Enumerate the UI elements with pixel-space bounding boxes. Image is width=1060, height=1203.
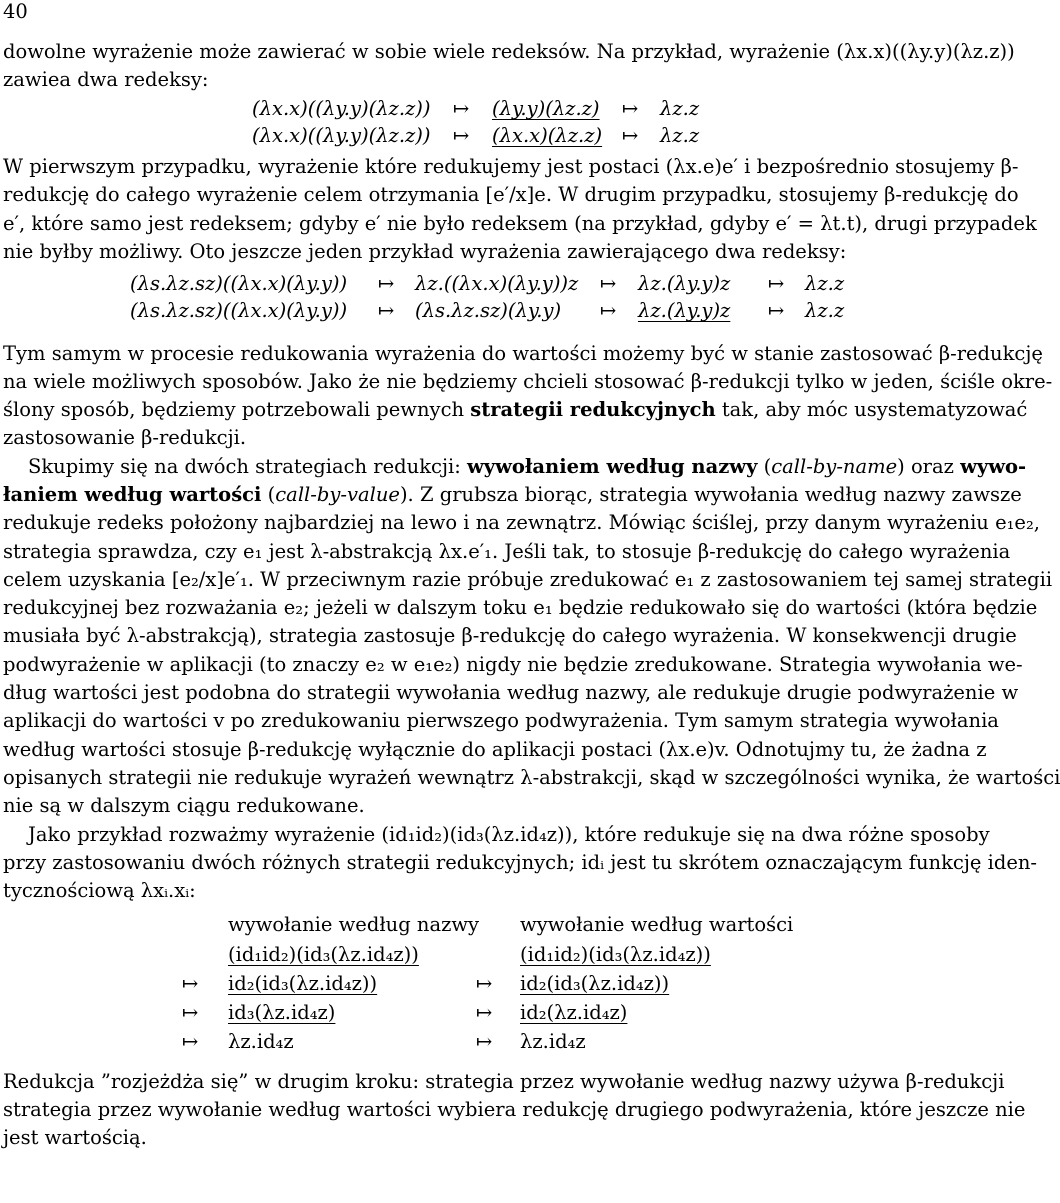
para4-line-2: przy zastosowaniu dwóch różnych strategii redukcyjnych; idᵢ jest tu skrótem oznaczającym funkcję iden- [3, 851, 1038, 874]
ex1-row1-c: λz.z [660, 97, 700, 120]
para3-line-12: opisanych strategii nie redukuje wyrażeń wewnątrz λ-abstrakcji, skąd w szczególności wynika, że wartości [3, 766, 1060, 789]
para5-line-4: jest wartością. [3, 1126, 147, 1149]
para3-line-9: dług wartości jest podobna do strategii wywołania według nazwy, ale redukuje drugie podwyrażenie w [3, 681, 1019, 704]
ex1-row1-b: (λy.y)(λz.z) [492, 97, 600, 120]
para3-l1a: Skupimy się na dwóch strategiach redukcji: [28, 455, 467, 478]
right-row1-expr-text: (id₁id₂)(id₃(λz.id₄z)) [520, 943, 711, 966]
para4-line-3: tycznościową λxᵢ.xᵢ: [3, 879, 196, 902]
ex2-row1-arrow1: ↦ [378, 272, 395, 295]
ex2-row2-c: λz.(λy.y)z [638, 299, 731, 322]
term-call-by-name: wywołaniem według nazwy [467, 455, 758, 478]
para3-l2d: ). Z grubsza biorąc, strategia wywołania według nazwy zawsze [399, 483, 1022, 506]
left-row4-expr: λz.id₄z [228, 1030, 294, 1053]
ex1-row2-c: λz.z [660, 124, 700, 147]
intro-line-1: dowolne wyrażenie może zawierać w sobie wiele redeksów. Na przykład, wyrażenie (λx.x)((λy.y)(λz.z)) [3, 40, 1015, 63]
right-row3-expr-text: id₂(λz.id₄z) [520, 1001, 628, 1024]
para4-line-1: Jako przykład rozważmy wyrażenie (id₁id₂)(id₃(λz.id₄z)), które redukuje się na dwa różne sposoby [28, 823, 990, 846]
left-row4-arrow: ↦ [182, 1030, 199, 1053]
para3-line-6: redukcyjnej bez rozważania e₂; jeżeli w dalszym toku e₁ będzie redukowało się do wartości (która będzie [3, 596, 1038, 619]
term-call-by-value-start: wywo- [960, 455, 1027, 478]
call-by-value-label: call-by-value [275, 483, 400, 506]
left-row3-expr-text: id₃(λz.id₄z) [228, 1001, 336, 1024]
ex1-row2-arrow2: ↦ [622, 124, 639, 147]
left-row3-arrow: ↦ [182, 1001, 199, 1024]
para3-line-11: według wartości stosuje β-redukcję wyłącznie do aplikacji postaci (λx.e)v. Odnotujmy tu, że żadna z [3, 738, 987, 761]
para2-line-1: Tym samym w procesie redukowania wyrażenia do wartości możemy być w stanie zastosować β-redukcję [3, 342, 1043, 365]
ex2-row1-arrow2: ↦ [600, 272, 617, 295]
para3-l2b: ( [261, 483, 276, 506]
ex2-row1-a: (λs.λz.sz)((λx.x)(λy.y)) [130, 272, 348, 295]
ex2-row2-arrow2: ↦ [600, 299, 617, 322]
para2-line-4: zastosowanie β-redukcji. [3, 426, 247, 449]
right-row2-expr-text: id₂(id₃(λz.id₄z)) [520, 972, 670, 995]
term-call-by-value-end: łaniem według wartości [3, 483, 262, 506]
para1-line-3: e′, które samo jest redeksem; gdyby e′ nie było redeksem (na przykład, gdyby e′ = λt.t), drugi przypadek [3, 212, 1037, 235]
ex1-row2-b: (λx.x)(λz.z) [492, 124, 603, 147]
call-by-name-label: call-by-name [771, 455, 898, 478]
page-number: 40 [3, 0, 28, 23]
ex2-row2-d: λz.z [805, 299, 845, 322]
para3-l1e: ) oraz [897, 455, 961, 478]
table-right-header: wywołanie według wartości [520, 913, 794, 936]
para3-line-5: celem uzyskania [e₂/x]e′₁. W przeciwnym razie próbuje zredukować e₁ z zastosowaniem tej samej strategii [3, 568, 1053, 591]
ex2-row2-a: (λs.λz.sz)((λx.x)(λy.y)) [130, 299, 348, 322]
ex1-row2-arrow1: ↦ [453, 124, 470, 147]
left-row2-expr-text: id₂(id₃(λz.id₄z)) [228, 972, 378, 995]
right-row2-arrow: ↦ [476, 972, 493, 995]
intro-line-2: zawiea dwa redeksy: [3, 68, 209, 91]
ex1-row1-arrow2: ↦ [622, 97, 639, 120]
para2-line-2: na wiele możliwych sposobów. Jako że nie będziemy chcieli stosować β-redukcji tylko w jeden, ściśle okre- [3, 370, 1053, 393]
ex2-row2-arrow3: ↦ [768, 299, 785, 322]
para3-line-10: aplikacji do wartości v po zredukowaniu pierwszego podwyrażenia. Tym samym strategia wywołania [3, 709, 999, 732]
para3-line-4: strategia sprawdza, czy e₁ jest λ-abstrakcją λx.e′₁. Jeśli tak, to stosuje β-redukcję do całego wyrażenia [3, 540, 1011, 563]
para2-line-3-c: tak, aby móc usystematyzować [715, 398, 1028, 421]
term-reduction-strategies: strategii redukcyjnych [470, 398, 716, 421]
right-row4-arrow: ↦ [476, 1030, 493, 1053]
para3-line-8: podwyrażenie w aplikacji (to znaczy e₂ w e₁e₂) nigdy nie będzie zredukowane. Strategia wywołania we- [3, 653, 1023, 676]
para1-line-1: W pierwszym przypadku, wyrażenie które redukujemy jest postaci (λx.e)e′ i bezpośrednio stosujemy β- [3, 155, 1019, 178]
para5-line-3: strategia przez wywołanie według wartości wybiera redukcję drugiego podwyrażenia, które jeszcze nie [3, 1098, 1026, 1121]
left-row1-expr-text: (id₁id₂)(id₃(λz.id₄z)) [228, 943, 419, 966]
para3-line-3: redukuje redeks położony najbardziej na lewo i na zewnątrz. Mówiąc ściślej, przy danym wyrażeniu e₁e₂, [3, 511, 1040, 534]
ex1-row1-arrow1: ↦ [453, 97, 470, 120]
ex2-row2-b: (λs.λz.sz)(λy.y) [415, 299, 562, 322]
right-row3-arrow: ↦ [476, 1001, 493, 1024]
ex2-row2-arrow1: ↦ [378, 299, 395, 322]
right-row4-expr: λz.id₄z [520, 1030, 586, 1053]
left-row2-arrow: ↦ [182, 972, 199, 995]
ex2-row1-arrow3: ↦ [768, 272, 785, 295]
para1-line-2: redukcję do całego wyrażenie celem otrzymania [e′/x]e. W drugim przypadku, stosujemy β-redukcję do [3, 183, 1019, 206]
para1-line-4: nie byłby możliwy. Oto jeszcze jeden przykład wyrażenia zawierającego dwa redeksy: [3, 240, 847, 263]
para2-line-3-a: ślony sposób, będziemy potrzebowali pewnych [3, 398, 471, 421]
ex1-row2-a: (λx.x)((λy.y)(λz.z)) [252, 124, 431, 147]
para3-line-7: musiała być λ-abstrakcją), strategia zastosuje β-redukcję do całego wyrażenia. W konsekwencji drugie [3, 624, 1017, 647]
para3-line-13: nie są w dalszym ciągu redukowane. [3, 794, 365, 817]
ex1-row1-a: (λx.x)((λy.y)(λz.z)) [252, 97, 431, 120]
ex2-row1-d: λz.z [805, 272, 845, 295]
ex2-row1-c: λz.(λy.y)z [638, 272, 731, 295]
para3-l1c: ( [757, 455, 772, 478]
para5-line-1: Redukcja ”rozjeżdża się” w drugim kroku: strategia przez wywołanie według nazwy używa β-redukcji [3, 1070, 1005, 1093]
ex2-row1-b: λz.((λx.x)(λy.y))z [415, 272, 579, 295]
table-left-header: wywołanie według nazwy [228, 913, 480, 936]
